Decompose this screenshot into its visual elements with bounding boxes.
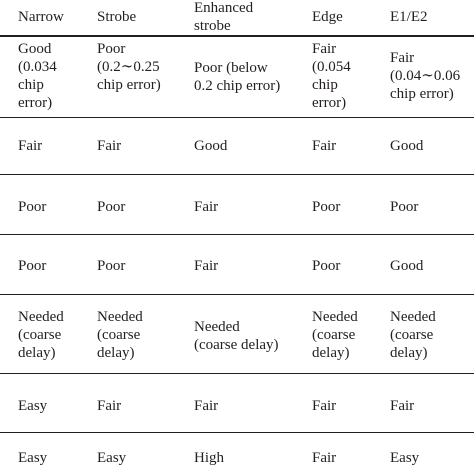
row-separator xyxy=(0,117,474,118)
table-cell: Fair xyxy=(390,398,415,414)
header-cell-e1-e2: E1/E2 xyxy=(390,9,428,25)
header-cell-narrow: Narrow xyxy=(18,9,64,25)
table-cell: Fair xyxy=(312,450,337,466)
table-cell: Fair xyxy=(312,398,337,414)
table-cell: Fair (0.054 chip error) xyxy=(312,41,351,111)
header-cell-strobe: Strobe xyxy=(97,9,137,25)
table-cell: Easy xyxy=(18,450,48,466)
table-cell: Poor xyxy=(18,199,47,215)
table-cell: Fair xyxy=(18,138,43,154)
table-cell: High xyxy=(194,450,224,466)
table-cell: Good xyxy=(194,138,228,154)
row-separator xyxy=(0,373,474,374)
table-cell: Good xyxy=(390,138,424,154)
table-cell: Good (0.034 chip error) xyxy=(18,41,57,111)
row-separator xyxy=(0,432,474,433)
table-cell: Fair xyxy=(97,138,122,154)
table-cell: Needed (coarse delay) xyxy=(390,309,436,361)
table-cell: Poor xyxy=(312,199,341,215)
table-cell: Poor (below 0.2 chip error) xyxy=(194,60,281,94)
table-cell: Easy xyxy=(390,450,420,466)
table-cell: Poor xyxy=(390,199,419,215)
table-cell: Needed (coarse delay) xyxy=(312,309,358,361)
table-cell: Fair (0.04∼0.06 chip error) xyxy=(390,50,461,102)
table-cell: Poor xyxy=(18,258,47,274)
table-cell: Easy xyxy=(18,398,48,414)
table-cell: Needed (coarse delay) xyxy=(194,319,279,353)
row-separator xyxy=(0,294,474,295)
table-cell: Poor xyxy=(97,258,126,274)
table-cell: Fair xyxy=(194,199,219,215)
table-cell: Fair xyxy=(97,398,122,414)
table-cell: Poor (0.2∼0.25 chip error) xyxy=(97,41,161,93)
row-separator xyxy=(0,174,474,175)
table-cell: Good xyxy=(390,258,424,274)
table-cell: Fair xyxy=(194,398,219,414)
table-cell: Easy xyxy=(97,450,127,466)
row-separator xyxy=(0,234,474,235)
table-cell: Poor xyxy=(97,199,126,215)
header-cell-edge: Edge xyxy=(312,9,343,25)
table-cell: Fair xyxy=(312,138,337,154)
header-bottom-rule xyxy=(0,35,474,37)
header-cell-enhanced-strobe: Enhanced strobe xyxy=(194,0,254,34)
table-cell: Needed (coarse delay) xyxy=(97,309,143,361)
table-cell: Fair xyxy=(194,258,219,274)
table-cell: Poor xyxy=(312,258,341,274)
table-cell: Needed (coarse delay) xyxy=(18,309,64,361)
